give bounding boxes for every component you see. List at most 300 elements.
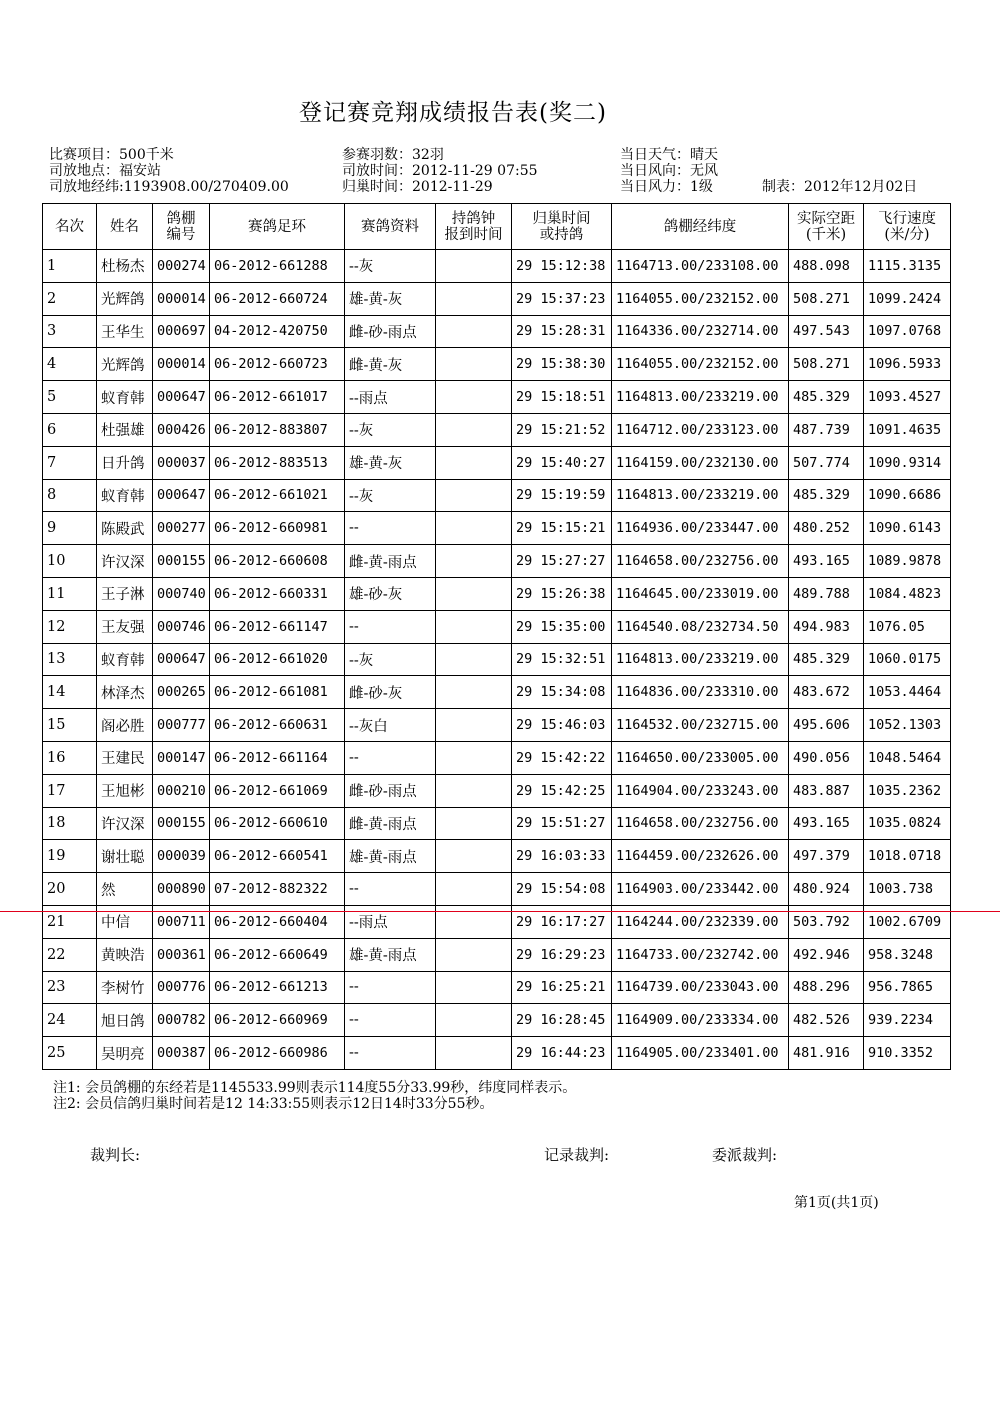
- cell-pigeon-info: 雌-黄-雨点: [345, 545, 436, 578]
- cell-ring: 06-2012-660541: [210, 840, 345, 873]
- cell-ring: 06-2012-660608: [210, 545, 345, 578]
- cell-ring: 06-2012-883807: [210, 413, 345, 446]
- cell-clock-time: [436, 413, 512, 446]
- cell-name: 李树竹: [97, 971, 153, 1004]
- cell-clock-time: [436, 479, 512, 512]
- cell-ring: 06-2012-660969: [210, 1004, 345, 1037]
- cell-distance: 508.271: [789, 348, 864, 381]
- cell-clock-time: [436, 971, 512, 1004]
- info-item-weather: 当日天气：晴天: [620, 147, 718, 163]
- cell-loft-coords: 1164905.00/233401.00: [612, 1037, 789, 1070]
- cell-name: 日升鸽: [97, 446, 153, 479]
- cell-name: 光辉鸽: [97, 348, 153, 381]
- cell-ring: 06-2012-661147: [210, 610, 345, 643]
- cell-distance: 488.098: [789, 250, 864, 283]
- table-row: [43, 348, 951, 381]
- cell-return-time: 29 15:42:22: [512, 741, 612, 774]
- table-header-row: [43, 204, 951, 250]
- cell-distance: 493.165: [789, 807, 864, 840]
- cell-pigeon-info: --灰: [345, 413, 436, 446]
- cell-clock-time: [436, 807, 512, 840]
- cell-loft-coords: 1164713.00/233108.00: [612, 250, 789, 283]
- table-row: [43, 381, 951, 414]
- cell-clock-time: [436, 545, 512, 578]
- cell-pigeon-info: --雨点: [345, 381, 436, 414]
- cell-ring: 04-2012-420750: [210, 315, 345, 348]
- cell-speed: 1035.0824: [864, 807, 951, 840]
- cell-loft-coords: 1164244.00/232339.00: [612, 905, 789, 938]
- col-header-pigeon-info: 赛鸽资料: [345, 204, 436, 250]
- cell-rank: 3: [43, 315, 97, 348]
- info-item-wind-direction: 当日风向：无风: [620, 163, 718, 179]
- cell-loft-id: 000147: [153, 741, 210, 774]
- cell-return-time: 29 15:28:31: [512, 315, 612, 348]
- cell-ring: 06-2012-660610: [210, 807, 345, 840]
- cell-name: 陈殿武: [97, 512, 153, 545]
- cell-clock-time: [436, 315, 512, 348]
- cell-ring: 06-2012-661213: [210, 971, 345, 1004]
- cell-speed: 1089.9878: [864, 545, 951, 578]
- cell-rank: 17: [43, 774, 97, 807]
- cell-return-time: 29 15:32:51: [512, 643, 612, 676]
- table-row: [43, 741, 951, 774]
- cell-loft-id: 000361: [153, 938, 210, 971]
- cell-loft-coords: 1164712.00/233123.00: [612, 413, 789, 446]
- cell-distance: 493.165: [789, 545, 864, 578]
- table-row: [43, 479, 951, 512]
- cell-clock-time: [436, 676, 512, 709]
- cell-loft-id: 000387: [153, 1037, 210, 1070]
- cell-return-time: 29 15:19:59: [512, 479, 612, 512]
- table-row: [43, 610, 951, 643]
- cell-name: 光辉鸽: [97, 282, 153, 315]
- cell-rank: 24: [43, 1004, 97, 1037]
- table-row: [43, 873, 951, 906]
- cell-pigeon-info: --灰白: [345, 709, 436, 742]
- cell-clock-time: [436, 741, 512, 774]
- cell-clock-time: [436, 250, 512, 283]
- cell-return-time: 29 15:42:25: [512, 774, 612, 807]
- cell-pigeon-info: 雌-砂-雨点: [345, 315, 436, 348]
- table-row: [43, 971, 951, 1004]
- cell-speed: 1091.4635: [864, 413, 951, 446]
- cell-name: 黄映浩: [97, 938, 153, 971]
- cell-name: 王友强: [97, 610, 153, 643]
- cell-loft-coords: 1164055.00/232152.00: [612, 348, 789, 381]
- cell-loft-id: 000155: [153, 807, 210, 840]
- cell-loft-id: 000210: [153, 774, 210, 807]
- cell-speed: 1084.4823: [864, 577, 951, 610]
- cell-speed: 1093.4527: [864, 381, 951, 414]
- cell-return-time: 29 16:44:23: [512, 1037, 612, 1070]
- notes: [53, 1080, 576, 1112]
- cell-name: 然: [97, 873, 153, 906]
- cell-clock-time: [436, 1004, 512, 1037]
- cell-rank: 14: [43, 676, 97, 709]
- cell-loft-coords: 1164336.00/232714.00: [612, 315, 789, 348]
- cell-return-time: 29 15:12:38: [512, 250, 612, 283]
- cell-loft-coords: 1164733.00/232742.00: [612, 938, 789, 971]
- cell-name: 王建民: [97, 741, 153, 774]
- info-item-entries: 参赛羽数：32羽: [342, 147, 444, 163]
- cell-return-time: 29 15:54:08: [512, 873, 612, 906]
- cell-ring: 06-2012-661017: [210, 381, 345, 414]
- cell-rank: 13: [43, 643, 97, 676]
- col-header-loft-coords: 鸽棚经纬度: [612, 204, 789, 250]
- cell-return-time: 29 15:26:38: [512, 577, 612, 610]
- cell-rank: 21: [43, 905, 97, 938]
- cell-loft-coords: 1164904.00/233243.00: [612, 774, 789, 807]
- cell-loft-coords: 1164459.00/232626.00: [612, 840, 789, 873]
- cell-clock-time: [436, 1037, 512, 1070]
- cell-distance: 483.672: [789, 676, 864, 709]
- cell-ring: 06-2012-661081: [210, 676, 345, 709]
- info-item-release-coords: 司放地经纬:1193908.00/270409.00: [49, 179, 289, 195]
- cell-return-time: 29 15:15:21: [512, 512, 612, 545]
- cell-ring: 06-2012-661021: [210, 479, 345, 512]
- cell-loft-id: 000037: [153, 446, 210, 479]
- col-header-ring: 赛鸽足环: [210, 204, 345, 250]
- cell-pigeon-info: 雌-砂-雨点: [345, 774, 436, 807]
- info-column-1: [49, 147, 289, 195]
- cell-loft-coords: 1164532.00/232715.00: [612, 709, 789, 742]
- cell-return-time: 29 15:51:27: [512, 807, 612, 840]
- cell-ring: 06-2012-661164: [210, 741, 345, 774]
- cell-distance: 497.543: [789, 315, 864, 348]
- cell-distance: 488.296: [789, 971, 864, 1004]
- cell-speed: 910.3352: [864, 1037, 951, 1070]
- cell-speed: 1090.9314: [864, 446, 951, 479]
- cell-distance: 494.983: [789, 610, 864, 643]
- cell-rank: 22: [43, 938, 97, 971]
- cell-pigeon-info: --: [345, 1004, 436, 1037]
- cell-name: 许汉深: [97, 545, 153, 578]
- cell-rank: 11: [43, 577, 97, 610]
- table-row: [43, 545, 951, 578]
- cell-rank: 15: [43, 709, 97, 742]
- signature-record-judge: 记录裁判:: [544, 1146, 610, 1164]
- cell-name: 蚁育韩: [97, 381, 153, 414]
- cell-distance: 495.606: [789, 709, 864, 742]
- cell-loft-coords: 1164658.00/232756.00: [612, 545, 789, 578]
- cell-speed: 1090.6143: [864, 512, 951, 545]
- cell-pigeon-info: 雄-黄-灰: [345, 446, 436, 479]
- cell-loft-coords: 1164909.00/233334.00: [612, 1004, 789, 1037]
- cell-speed: 958.3248: [864, 938, 951, 971]
- cell-pigeon-info: --: [345, 1037, 436, 1070]
- report-title: 登记赛竞翔成绩报告表(奖二): [299, 100, 607, 126]
- cell-rank: 20: [43, 873, 97, 906]
- cell-distance: 483.887: [789, 774, 864, 807]
- cell-clock-time: [436, 282, 512, 315]
- signature-chief-judge: 裁判长:: [90, 1146, 141, 1164]
- info-column-2: [342, 147, 538, 195]
- cell-distance: 497.379: [789, 840, 864, 873]
- table-row: [43, 250, 951, 283]
- cell-loft-id: 000155: [153, 545, 210, 578]
- info-item-made-date: 制表：2012年12月02日: [762, 179, 918, 195]
- cell-loft-coords: 1164813.00/233219.00: [612, 643, 789, 676]
- info-item-release-time: 司放时间：2012-11-29 07:55: [342, 163, 538, 179]
- cell-pigeon-info: --灰: [345, 250, 436, 283]
- cell-loft-coords: 1164055.00/232152.00: [612, 282, 789, 315]
- cell-clock-time: [436, 446, 512, 479]
- cell-distance: 482.526: [789, 1004, 864, 1037]
- cell-rank: 2: [43, 282, 97, 315]
- cell-loft-id: 000890: [153, 873, 210, 906]
- cell-clock-time: [436, 840, 512, 873]
- cell-name: 阁必胜: [97, 709, 153, 742]
- cell-distance: 485.329: [789, 643, 864, 676]
- cell-distance: 490.056: [789, 741, 864, 774]
- cell-return-time: 29 15:37:23: [512, 282, 612, 315]
- cell-distance: 489.788: [789, 577, 864, 610]
- table-row: [43, 282, 951, 315]
- cell-ring: 06-2012-660986: [210, 1037, 345, 1070]
- cell-return-time: 29 15:38:30: [512, 348, 612, 381]
- cell-pigeon-info: 雌-砂-灰: [345, 676, 436, 709]
- cell-pigeon-info: --: [345, 610, 436, 643]
- cell-name: 杜强雄: [97, 413, 153, 446]
- cell-loft-coords: 1164813.00/233219.00: [612, 381, 789, 414]
- cell-name: 许汉深: [97, 807, 153, 840]
- cell-ring: 06-2012-883513: [210, 446, 345, 479]
- cell-loft-coords: 1164813.00/233219.00: [612, 479, 789, 512]
- cell-distance: 487.739: [789, 413, 864, 446]
- cell-clock-time: [436, 774, 512, 807]
- cell-rank: 12: [43, 610, 97, 643]
- cell-speed: 1096.5933: [864, 348, 951, 381]
- cell-pigeon-info: 雄-黄-雨点: [345, 938, 436, 971]
- cell-rank: 10: [43, 545, 97, 578]
- results-table: [42, 203, 951, 1070]
- cell-speed: 1076.05: [864, 610, 951, 643]
- cell-name: 王旭彬: [97, 774, 153, 807]
- cell-speed: 1099.2424: [864, 282, 951, 315]
- red-guide-line: [0, 911, 1000, 912]
- cell-name: 吴明亮: [97, 1037, 153, 1070]
- cell-loft-id: 000426: [153, 413, 210, 446]
- cell-return-time: 29 15:18:51: [512, 381, 612, 414]
- info-item-wind-force: 当日风力：1级: [620, 179, 713, 195]
- cell-speed: 1048.5464: [864, 741, 951, 774]
- cell-ring: 07-2012-882322: [210, 873, 345, 906]
- col-header-rank: 名次: [43, 204, 97, 250]
- cell-return-time: 29 15:40:27: [512, 446, 612, 479]
- cell-pigeon-info: 雄-砂-灰: [345, 577, 436, 610]
- cell-loft-id: 000274: [153, 250, 210, 283]
- cell-loft-id: 000647: [153, 643, 210, 676]
- cell-return-time: 29 15:46:03: [512, 709, 612, 742]
- cell-loft-coords: 1164540.08/232734.50: [612, 610, 789, 643]
- cell-name: 林泽杰: [97, 676, 153, 709]
- table-row: [43, 938, 951, 971]
- cell-speed: 1060.0175: [864, 643, 951, 676]
- cell-rank: 19: [43, 840, 97, 873]
- cell-loft-coords: 1164903.00/233442.00: [612, 873, 789, 906]
- cell-pigeon-info: --: [345, 873, 436, 906]
- cell-loft-id: 000014: [153, 282, 210, 315]
- results-table-body: [43, 250, 951, 1070]
- table-row: [43, 446, 951, 479]
- cell-rank: 6: [43, 413, 97, 446]
- table-row: [43, 577, 951, 610]
- cell-loft-coords: 1164645.00/233019.00: [612, 577, 789, 610]
- cell-speed: 1018.0718: [864, 840, 951, 873]
- cell-speed: 1097.0768: [864, 315, 951, 348]
- cell-speed: 956.7865: [864, 971, 951, 1004]
- cell-loft-coords: 1164739.00/233043.00: [612, 971, 789, 1004]
- cell-speed: 1002.6709: [864, 905, 951, 938]
- cell-distance: 492.946: [789, 938, 864, 971]
- cell-pigeon-info: --灰: [345, 479, 436, 512]
- cell-pigeon-info: --雨点: [345, 905, 436, 938]
- cell-ring: 06-2012-660649: [210, 938, 345, 971]
- cell-name: 谢壮聪: [97, 840, 153, 873]
- cell-loft-id: 000647: [153, 479, 210, 512]
- cell-clock-time: [436, 610, 512, 643]
- signature-assigned-judge: 委派裁判:: [712, 1146, 778, 1164]
- cell-distance: 485.329: [789, 479, 864, 512]
- cell-return-time: 29 16:25:21: [512, 971, 612, 1004]
- cell-rank: 8: [43, 479, 97, 512]
- table-row: [43, 315, 951, 348]
- cell-speed: 1052.1303: [864, 709, 951, 742]
- cell-speed: 1035.2362: [864, 774, 951, 807]
- cell-rank: 9: [43, 512, 97, 545]
- col-header-return-time: 归巢时间 或持鸽: [512, 204, 612, 250]
- cell-name: 旭日鸽: [97, 1004, 153, 1037]
- cell-loft-id: 000782: [153, 1004, 210, 1037]
- cell-speed: 1090.6686: [864, 479, 951, 512]
- cell-rank: 18: [43, 807, 97, 840]
- table-row: [43, 807, 951, 840]
- cell-rank: 5: [43, 381, 97, 414]
- table-row: [43, 676, 951, 709]
- cell-pigeon-info: --: [345, 971, 436, 1004]
- cell-ring: 06-2012-661288: [210, 250, 345, 283]
- cell-ring: 06-2012-660404: [210, 905, 345, 938]
- cell-distance: 481.916: [789, 1037, 864, 1070]
- cell-loft-id: 000647: [153, 381, 210, 414]
- cell-pigeon-info: 雄-黄-雨点: [345, 840, 436, 873]
- cell-loft-coords: 1164159.00/232130.00: [612, 446, 789, 479]
- info-column-3: [620, 147, 718, 195]
- table-row: [43, 840, 951, 873]
- table-row: [43, 413, 951, 446]
- cell-loft-coords: 1164936.00/233447.00: [612, 512, 789, 545]
- cell-loft-id: 000746: [153, 610, 210, 643]
- cell-distance: 485.329: [789, 381, 864, 414]
- col-header-speed: 飞行速度 (米/分): [864, 204, 951, 250]
- cell-return-time: 29 15:27:27: [512, 545, 612, 578]
- cell-return-time: 29 15:35:00: [512, 610, 612, 643]
- cell-clock-time: [436, 643, 512, 676]
- cell-return-time: 29 16:17:27: [512, 905, 612, 938]
- cell-clock-time: [436, 348, 512, 381]
- cell-loft-id: 000277: [153, 512, 210, 545]
- table-row: [43, 1037, 951, 1070]
- cell-return-time: 29 15:34:08: [512, 676, 612, 709]
- cell-loft-id: 000777: [153, 709, 210, 742]
- cell-ring: 06-2012-660723: [210, 348, 345, 381]
- table-row: [43, 774, 951, 807]
- cell-loft-coords: 1164650.00/233005.00: [612, 741, 789, 774]
- table-row: [43, 709, 951, 742]
- cell-pigeon-info: 雄-黄-灰: [345, 282, 436, 315]
- cell-ring: 06-2012-660724: [210, 282, 345, 315]
- table-row: [43, 1004, 951, 1037]
- col-header-name: 姓名: [97, 204, 153, 250]
- cell-clock-time: [436, 709, 512, 742]
- cell-clock-time: [436, 873, 512, 906]
- cell-pigeon-info: 雌-黄-灰: [345, 348, 436, 381]
- col-header-distance: 实际空距 (千米): [789, 204, 864, 250]
- cell-speed: 1053.4464: [864, 676, 951, 709]
- cell-name: 王华生: [97, 315, 153, 348]
- cell-pigeon-info: 雌-黄-雨点: [345, 807, 436, 840]
- cell-clock-time: [436, 512, 512, 545]
- table-row: [43, 512, 951, 545]
- cell-ring: 06-2012-660631: [210, 709, 345, 742]
- cell-rank: 1: [43, 250, 97, 283]
- info-item-release-site: 司放地点：福安站: [49, 163, 161, 179]
- cell-loft-coords: 1164836.00/233310.00: [612, 676, 789, 709]
- cell-pigeon-info: --灰: [345, 643, 436, 676]
- cell-ring: 06-2012-660331: [210, 577, 345, 610]
- cell-rank: 16: [43, 741, 97, 774]
- note-2: 注2: 会员信鸽归巢时间若是12 14:33:55则表示12日14时33分55秒。: [53, 1096, 494, 1112]
- col-header-loft-id: 鸽棚 编号: [153, 204, 210, 250]
- cell-loft-id: 000265: [153, 676, 210, 709]
- cell-speed: 1115.3135: [864, 250, 951, 283]
- cell-speed: 939.2234: [864, 1004, 951, 1037]
- cell-loft-id: 000776: [153, 971, 210, 1004]
- cell-clock-time: [436, 577, 512, 610]
- cell-name: 蚁育韩: [97, 479, 153, 512]
- cell-name: 杜杨杰: [97, 250, 153, 283]
- cell-distance: 508.271: [789, 282, 864, 315]
- info-item-return-date: 归巢时间：2012-11-29: [342, 179, 493, 195]
- cell-return-time: 29 15:21:52: [512, 413, 612, 446]
- cell-ring: 06-2012-661020: [210, 643, 345, 676]
- cell-loft-id: 000711: [153, 905, 210, 938]
- cell-clock-time: [436, 938, 512, 971]
- cell-name: 中信: [97, 905, 153, 938]
- cell-loft-coords: 1164658.00/232756.00: [612, 807, 789, 840]
- cell-rank: 25: [43, 1037, 97, 1070]
- cell-loft-id: 000014: [153, 348, 210, 381]
- cell-loft-id: 000039: [153, 840, 210, 873]
- cell-distance: 503.792: [789, 905, 864, 938]
- cell-distance: 507.774: [789, 446, 864, 479]
- cell-loft-id: 000697: [153, 315, 210, 348]
- cell-loft-id: 000740: [153, 577, 210, 610]
- cell-clock-time: [436, 381, 512, 414]
- cell-name: 王子淋: [97, 577, 153, 610]
- page-indicator: 第1页(共1页): [794, 1195, 879, 1211]
- cell-ring: 06-2012-661069: [210, 774, 345, 807]
- cell-pigeon-info: --: [345, 741, 436, 774]
- table-row: [43, 643, 951, 676]
- cell-return-time: 29 16:03:33: [512, 840, 612, 873]
- cell-rank: 4: [43, 348, 97, 381]
- cell-speed: 1003.738: [864, 873, 951, 906]
- cell-rank: 23: [43, 971, 97, 1004]
- cell-name: 蚁育韩: [97, 643, 153, 676]
- cell-rank: 7: [43, 446, 97, 479]
- note-1: 注1: 会员鸽棚的东经若是1145533.99则表示114度55分33.99秒，纬度同样表示。: [53, 1080, 577, 1096]
